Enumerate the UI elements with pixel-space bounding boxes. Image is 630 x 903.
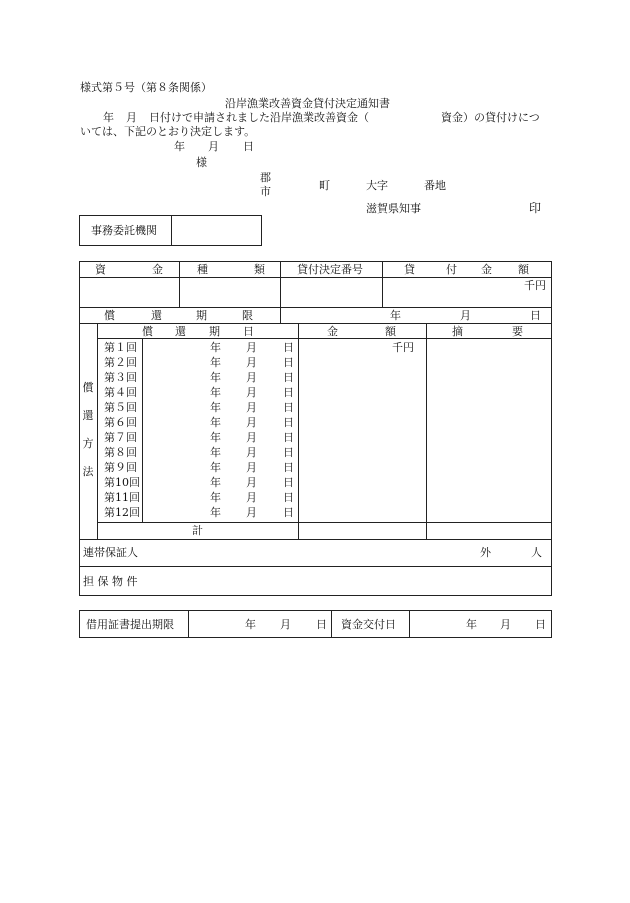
header-amount-3: 金 [481, 263, 492, 276]
installment-month: 月 [246, 446, 257, 459]
address-shi: 市 [260, 185, 271, 198]
address-banchi: 番地 [424, 179, 446, 192]
header-amount-2: 付 [446, 263, 457, 276]
installment-label: 第７回 [104, 431, 137, 444]
installment-year: 年 [210, 431, 221, 444]
installment-month: 月 [246, 356, 257, 369]
sub-note-2: 要 [512, 325, 523, 338]
sub-amount-2: 額 [385, 325, 396, 338]
intro-text-c: いては、下記のとおり決定します。 [80, 125, 256, 138]
loan-table [79, 261, 552, 540]
bond-year: 年 [245, 618, 256, 631]
guarantor-nin: 人 [531, 546, 542, 559]
guarantor-label: 連帯保証人 [83, 546, 138, 559]
installment-day: 日 [283, 491, 294, 504]
installment-year: 年 [210, 446, 221, 459]
notice-day-label: 日 [243, 140, 254, 153]
address-oaza: 大字 [366, 179, 388, 192]
delivery-day: 日 [535, 618, 546, 631]
installment-month: 月 [246, 491, 257, 504]
method-label: 償 還 方 法 [82, 381, 94, 478]
sub-note-1: 摘 [452, 325, 463, 338]
deadline-year: 年 [390, 309, 401, 322]
intro-text-a: 日付けで申請されました沿岸漁業改善資金（ [149, 111, 369, 124]
installment-label: 第11回 [104, 491, 140, 504]
bond-day: 日 [316, 618, 327, 631]
form-number: 様式第５号（第８条関係） [80, 81, 212, 94]
deadline-month: 月 [460, 309, 471, 322]
deadline-label-3: 期 [196, 309, 207, 322]
installment-month: 月 [246, 371, 257, 384]
governor-title: 滋賀県知事 [366, 202, 421, 215]
address-machi: 町 [319, 179, 330, 192]
installment-year: 年 [210, 416, 221, 429]
installment-day: 日 [283, 431, 294, 444]
delivery-year: 年 [466, 618, 477, 631]
header-amount-4: 額 [518, 263, 529, 276]
header-decision-number: 貸付決定番号 [297, 263, 363, 276]
addressee-sama: 様 [196, 156, 207, 169]
installment-year: 年 [210, 386, 221, 399]
sub-date-2: 還 [175, 325, 186, 338]
agency-label: 事務委託機関 [91, 224, 157, 237]
document-title: 沿岸漁業改善資金貸付決定通知書 [225, 97, 390, 110]
rows-amount-unit: 千円 [392, 341, 414, 354]
installment-year: 年 [210, 476, 221, 489]
notice-month-label: 月 [208, 140, 219, 153]
sub-date-4: 日 [243, 325, 254, 338]
deadline-label-4: 限 [242, 309, 253, 322]
installment-month: 月 [246, 461, 257, 474]
installment-year: 年 [210, 401, 221, 414]
deadline-label-2: 還 [151, 309, 162, 322]
application-year-label: 年 [103, 111, 114, 124]
installment-day: 日 [283, 446, 294, 459]
installment-month: 月 [246, 506, 257, 519]
header-shurui-1: 種 [197, 263, 208, 276]
bond-submission-label: 借用証書提出期限 [86, 618, 174, 631]
installment-month: 月 [246, 401, 257, 414]
seal-mark: 印 [529, 201, 542, 215]
total-label: 計 [192, 524, 203, 537]
installment-label: 第６回 [104, 416, 137, 429]
delivery-month: 月 [500, 618, 511, 631]
header-shurui-2: 類 [254, 263, 265, 276]
sub-amount-1: 金 [327, 325, 338, 338]
installment-day: 日 [283, 386, 294, 399]
installment-label: 第１回 [104, 341, 137, 354]
installment-day: 日 [283, 476, 294, 489]
installment-day: 日 [283, 506, 294, 519]
installment-day: 日 [283, 356, 294, 369]
sub-date-1: 償 [142, 325, 153, 338]
bond-month: 月 [280, 618, 291, 631]
header-shikin-1: 資 [95, 263, 106, 276]
address-gun: 郡 [260, 171, 271, 184]
installment-year: 年 [210, 461, 221, 474]
installment-day: 日 [283, 341, 294, 354]
collateral-label: 担 保 物 件 [83, 575, 138, 588]
installment-month: 月 [246, 386, 257, 399]
deadline-label-1: 償 [104, 309, 115, 322]
installment-label: 第12回 [104, 506, 140, 519]
installment-month: 月 [246, 476, 257, 489]
installment-year: 年 [210, 356, 221, 369]
installment-year: 年 [210, 491, 221, 504]
installment-month: 月 [246, 416, 257, 429]
installment-label: 第９回 [104, 461, 137, 474]
sub-date-3: 期 [209, 325, 220, 338]
installment-label: 第４回 [104, 386, 137, 399]
installment-day: 日 [283, 371, 294, 384]
header-amount-1: 貸 [404, 263, 415, 276]
installment-label: 第８回 [104, 446, 137, 459]
header-shikin-2: 金 [152, 263, 163, 276]
installment-day: 日 [283, 461, 294, 474]
intro-text-b: 資金）の貸付けにつ [441, 111, 540, 124]
deadline-day: 日 [530, 309, 541, 322]
installment-day: 日 [283, 416, 294, 429]
notice-year-label: 年 [174, 140, 185, 153]
amount-unit: 千円 [524, 279, 546, 292]
application-month-label: 月 [126, 111, 137, 124]
installment-month: 月 [246, 341, 257, 354]
installment-month: 月 [246, 431, 257, 444]
installment-label: 第10回 [104, 476, 140, 489]
installment-year: 年 [210, 506, 221, 519]
installment-label: 第５回 [104, 401, 137, 414]
installment-year: 年 [210, 341, 221, 354]
installment-day: 日 [283, 401, 294, 414]
guarantor-gai: 外 [480, 546, 491, 559]
installment-year: 年 [210, 371, 221, 384]
installment-label: 第３回 [104, 371, 137, 384]
fund-delivery-label: 資金交付日 [341, 618, 396, 631]
installment-label: 第２回 [104, 356, 137, 369]
